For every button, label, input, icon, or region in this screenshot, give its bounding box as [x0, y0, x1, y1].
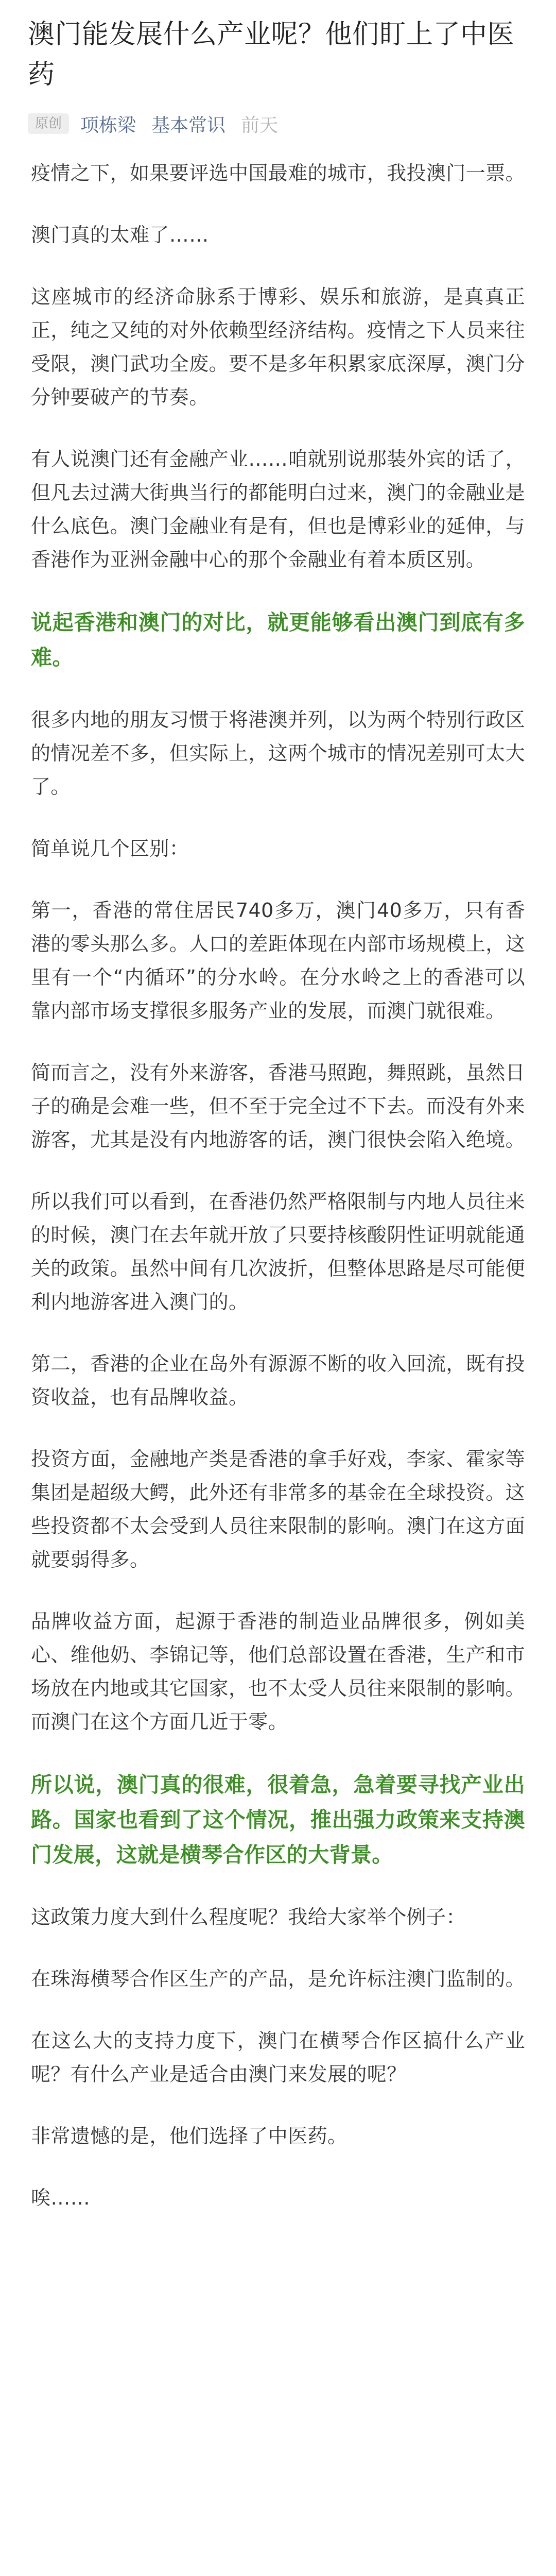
paragraph: 在这么大的支持力度下，澳门在横琴合作区搞什么产业呢？有什么产业是适合由澳门来发展的呢？	[31, 2029, 525, 2086]
account-link[interactable]: 基本常识	[151, 114, 226, 136]
paragraph: 第二，香港的企业在岛外有源源不断的收入回流，既有投资收益，也有品牌收益。	[31, 1352, 526, 1409]
article-body	[28, 157, 528, 2215]
paragraph: 所以我们可以看到，在香港仍然严格限制与内地人员往来的时候，澳门在去年就开放了只要持核酸阴性证明就能通关的政策。虽然中间有几次波折，但整体思路是尽可能便利内地游客进入澳门的。	[31, 1190, 526, 1313]
highlight-paragraph: 所以说，澳门真的很难，很着急，急着要寻找产业出路。国家也看到了这个情况，推出强力政策来支持澳门发展，这就是横琴合作区的大背景。	[31, 1772, 525, 1867]
paragraph: 在珠海横琴合作区生产的产品，是允许标注澳门监制的。	[31, 1968, 526, 1990]
article-meta	[28, 109, 528, 138]
paragraph: 第一，香港的常住居民740多万，澳门40多万，只有香港的零头那么多。人口的差距体现在内部市场规模上，这里有一个“内循环”的分水岭。在分水岭之上的香港可以靠内部市场支撑很多服务产业的发展，而澳门就很难。	[31, 899, 526, 1022]
highlight-paragraph: 说起香港和澳门的对比，就更能够看出澳门到底有多难。	[31, 610, 525, 670]
paragraph: 这座城市的经济命脉系于博彩、娱乐和旅游，是真真正正，纯之又纯的对外依赖型经济结构。疫情之下人员来往受限，澳门武功全废。要不是多年积累家底深厚，澳门分分钟要破产的节奏。	[31, 285, 526, 409]
paragraph: 很多内地的朋友习惯于将港澳并列，以为两个特别行政区的情况差不多，但实际上，这两个城市的情况差别可太大了。	[31, 708, 526, 798]
paragraph: 简单说几个区别：	[31, 837, 189, 860]
author-link[interactable]: 项栋梁	[80, 114, 136, 136]
publish-date: 前天	[241, 114, 279, 136]
original-badge: 原创	[28, 113, 69, 134]
paragraph: 非常遗憾的是，他们选择了中医药。	[31, 2125, 348, 2147]
paragraph: 唉……	[31, 2187, 91, 2209]
paragraph: 投资方面，金融地产类是香港的拿手好戏，李家、霍家等集团是超级大鳄，此外还有非常多的基金在全球投资。这些投资都不太会受到人员往来限制的影响。澳门在这方面就要弱得多。	[31, 1448, 526, 1571]
article-title: 澳门能发展什么产业呢？他们盯上了中医药	[28, 19, 515, 90]
paragraph: 疫情之下，如果要评选中国最难的城市，我投澳门一票。	[31, 162, 526, 184]
paragraph: 这政策力度大到什么程度呢？我给大家举个例子：	[31, 1906, 466, 1928]
paragraph: 品牌收益方面，起源于香港的制造业品牌很多，例如美心、维他奶、李锦记等，他们总部设置在香港，生产和市场放在内地或其它国家，也不太受人员往来限制的影响。而澳门在这个方面几近于零。	[31, 1610, 526, 1733]
paragraph: 有人说澳门还有金融产业……咱就别说那装外宾的话了，但凡去过满大街典当行的都能明白过来，澳门的金融业是什么底色。澳门金融业有是有，但也是博彩业的延伸，与香港作为亚洲金融中心的那个金融业有着本质区别。	[31, 448, 526, 571]
paragraph: 澳门真的太难了……	[31, 224, 209, 246]
paragraph: 简而言之，没有外来游客，香港马照跑，舞照跳，虽然日子的确是会难一些，但不至于完全过不下去。而没有外来游客，尤其是没有内地游客的话，澳门很快会陷入绝境。	[31, 1061, 526, 1151]
